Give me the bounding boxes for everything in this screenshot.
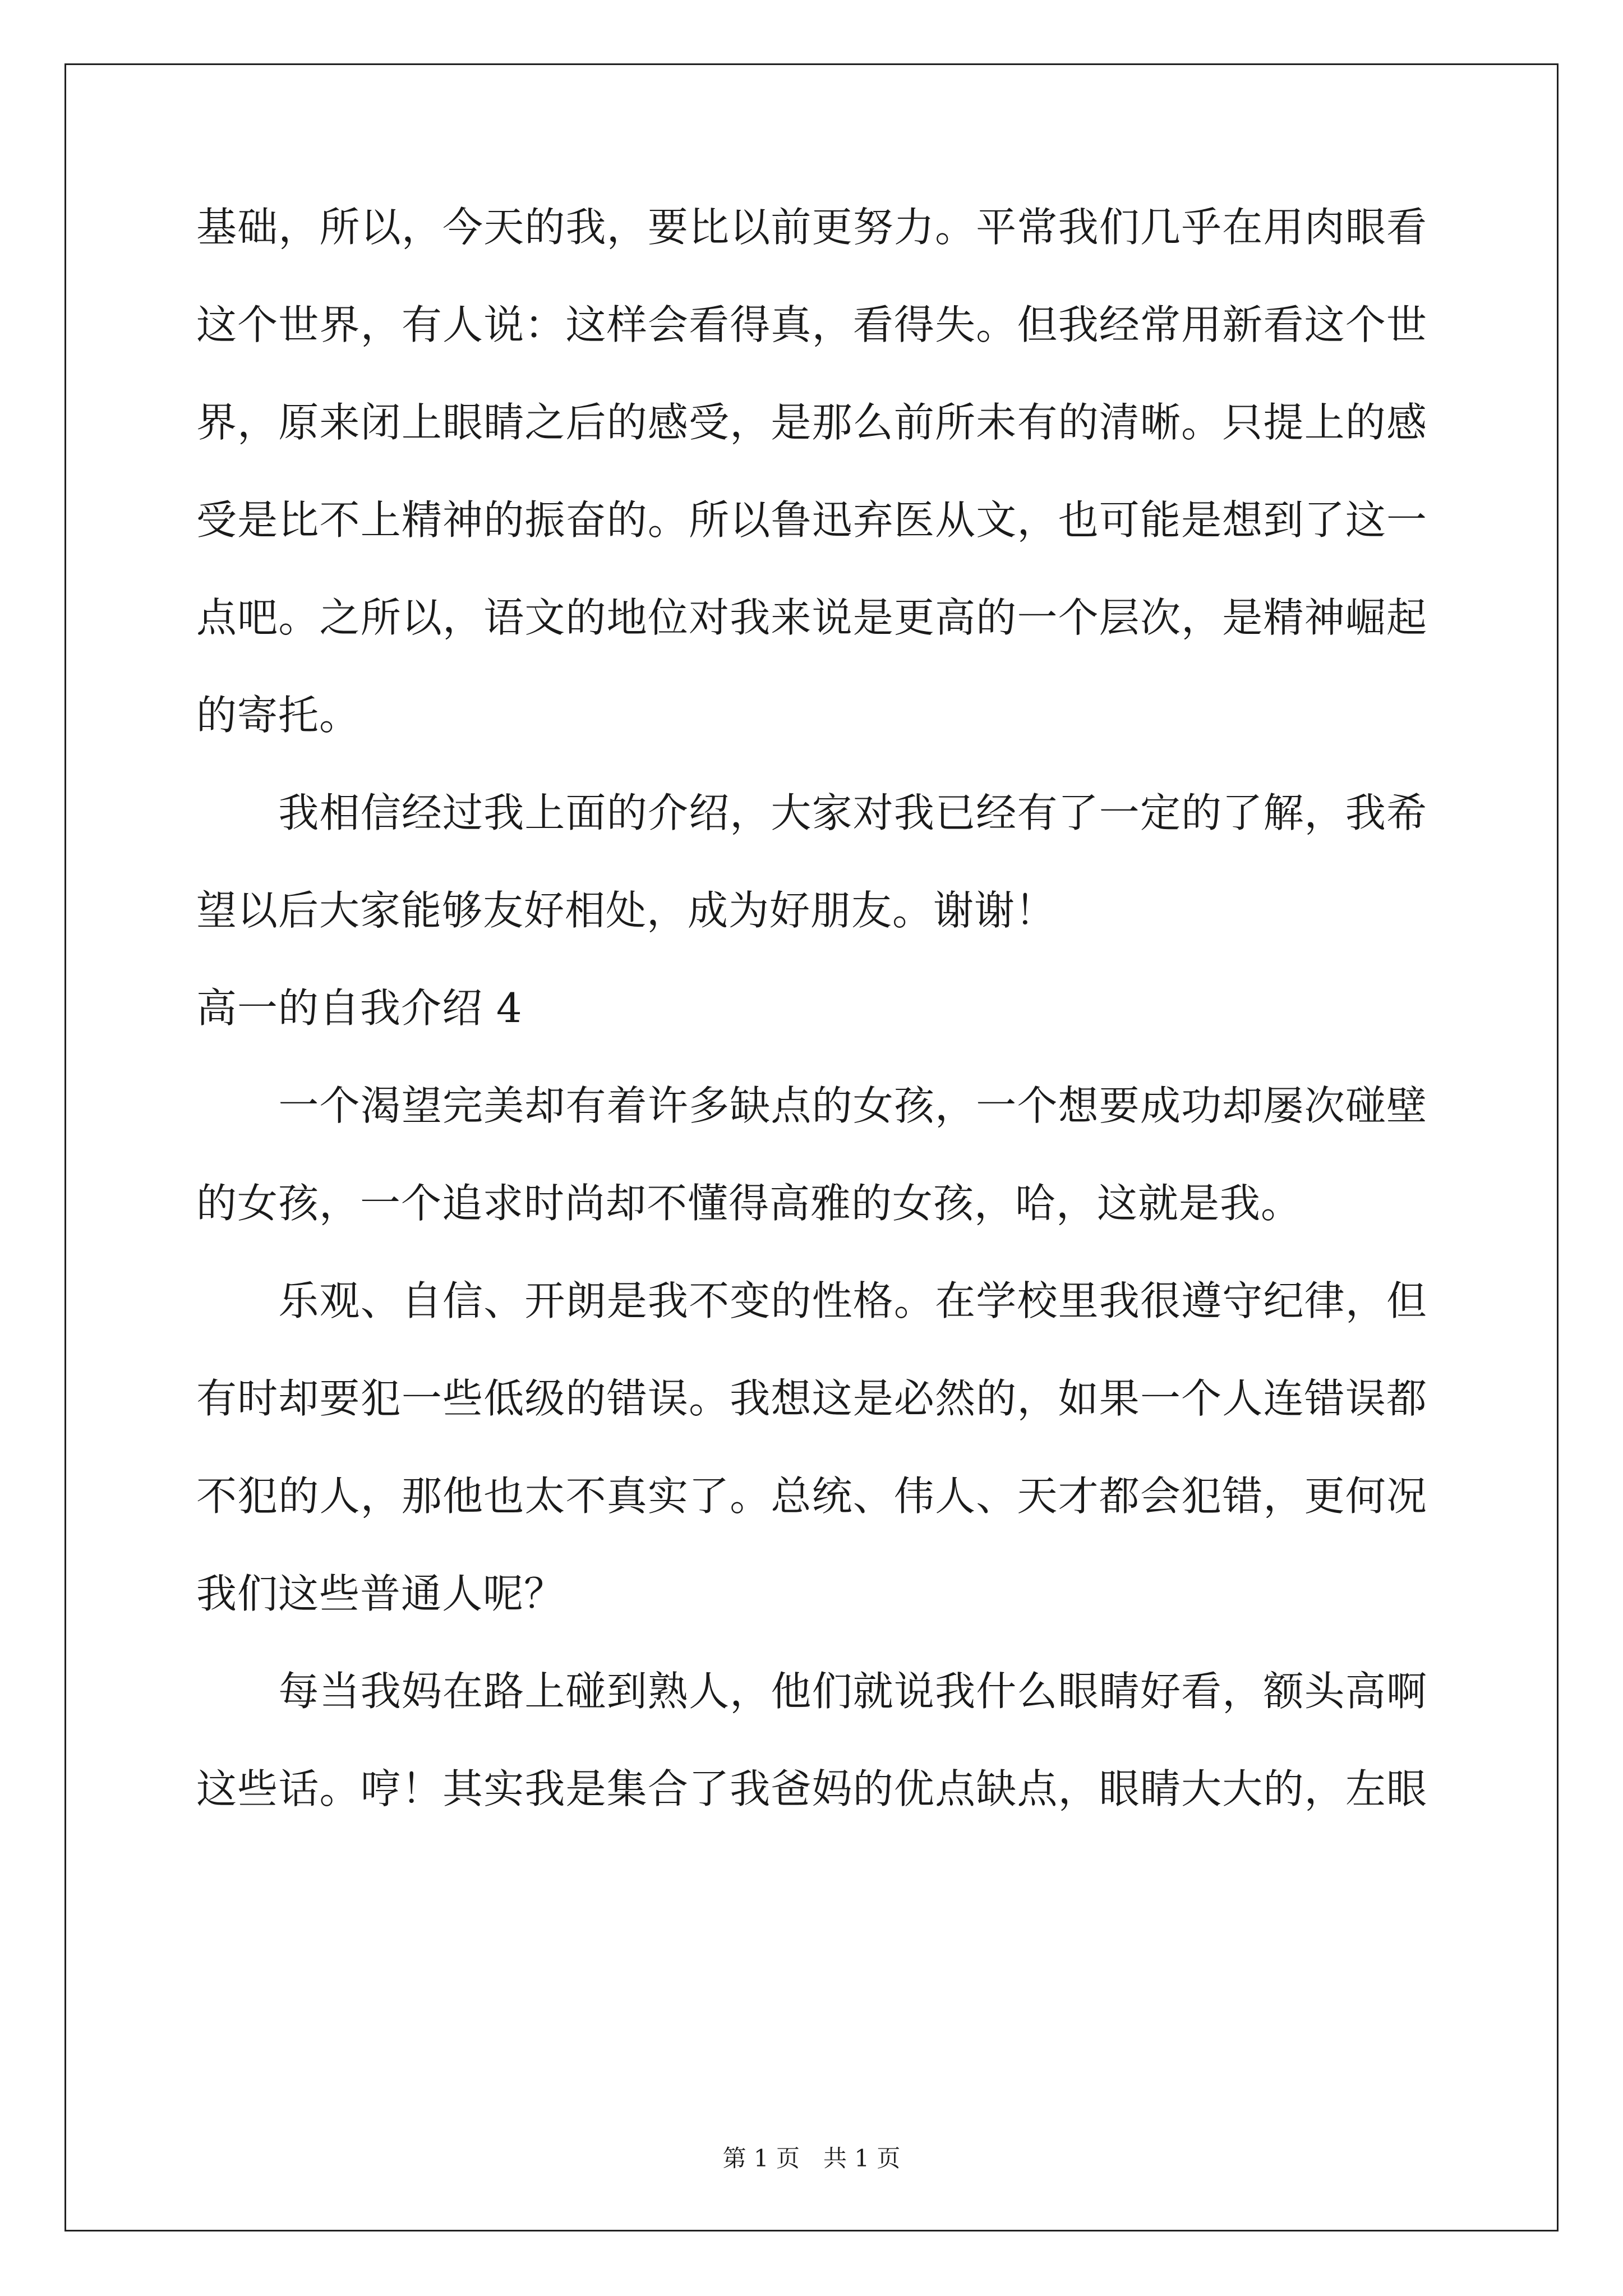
- text-line: 的女孩，一个追求时尚却不懂得高雅的女孩，哈，这就是我。: [196, 1180, 1302, 1227]
- text-line: 的寄托。: [196, 692, 361, 739]
- text-line: 一个渴望完美却有着许多缺点的女孩，一个想要成功却屡次碰壁: [196, 1082, 1427, 1129]
- text-line: 乐观、自信、开朗是我不变的性格。在学校里我很遵守纪律，但: [196, 1277, 1427, 1324]
- page-border: [64, 63, 1559, 2231]
- text-line: 点吧。之所以，语文的地位对我来说是更高的一个层次，是精神崛起: [196, 594, 1427, 641]
- section-heading: 高一的自我介绍 4: [196, 984, 523, 1032]
- text-line: 界，原来闭上眼睛之后的感受，是那么前所未有的清晰。只提上的感: [196, 399, 1427, 446]
- text-line: 我们这些普通人呢？: [196, 1570, 565, 1617]
- text-line: 每当我妈在路上碰到熟人，他们就说我什么眼睛好看，额头高啊: [196, 1668, 1427, 1715]
- text-line: 受是比不上精神的振奋的。所以鲁迅弃医从文，也可能是想到了这一: [196, 496, 1427, 544]
- text-line: 我相信经过我上面的介绍，大家对我已经有了一定的了解，我希: [196, 789, 1427, 836]
- text-line: 不犯的人，那他也太不真实了。总统、伟人、天才都会犯错，更何况: [196, 1473, 1427, 1520]
- text-line: 有时却要犯一些低级的错误。我想这是必然的，如果一个人连错误都: [196, 1375, 1427, 1422]
- text-line: 这些话。哼！其实我是集合了我爸妈的优点缺点，眼睛大大的，左眼: [196, 1765, 1427, 1812]
- text-line: 这个世界，有人说：这样会看得真，看得失。但我经常用新看这个世: [196, 301, 1427, 348]
- page-footer: 第 1 页 共 1 页: [722, 2145, 901, 2172]
- text-line: 基础，所以，今天的我，要比以前更努力。平常我们几乎在用肉眼看: [196, 204, 1427, 251]
- text-line: 望以后大家能够友好相处，成为好朋友。谢谢！: [196, 887, 1057, 934]
